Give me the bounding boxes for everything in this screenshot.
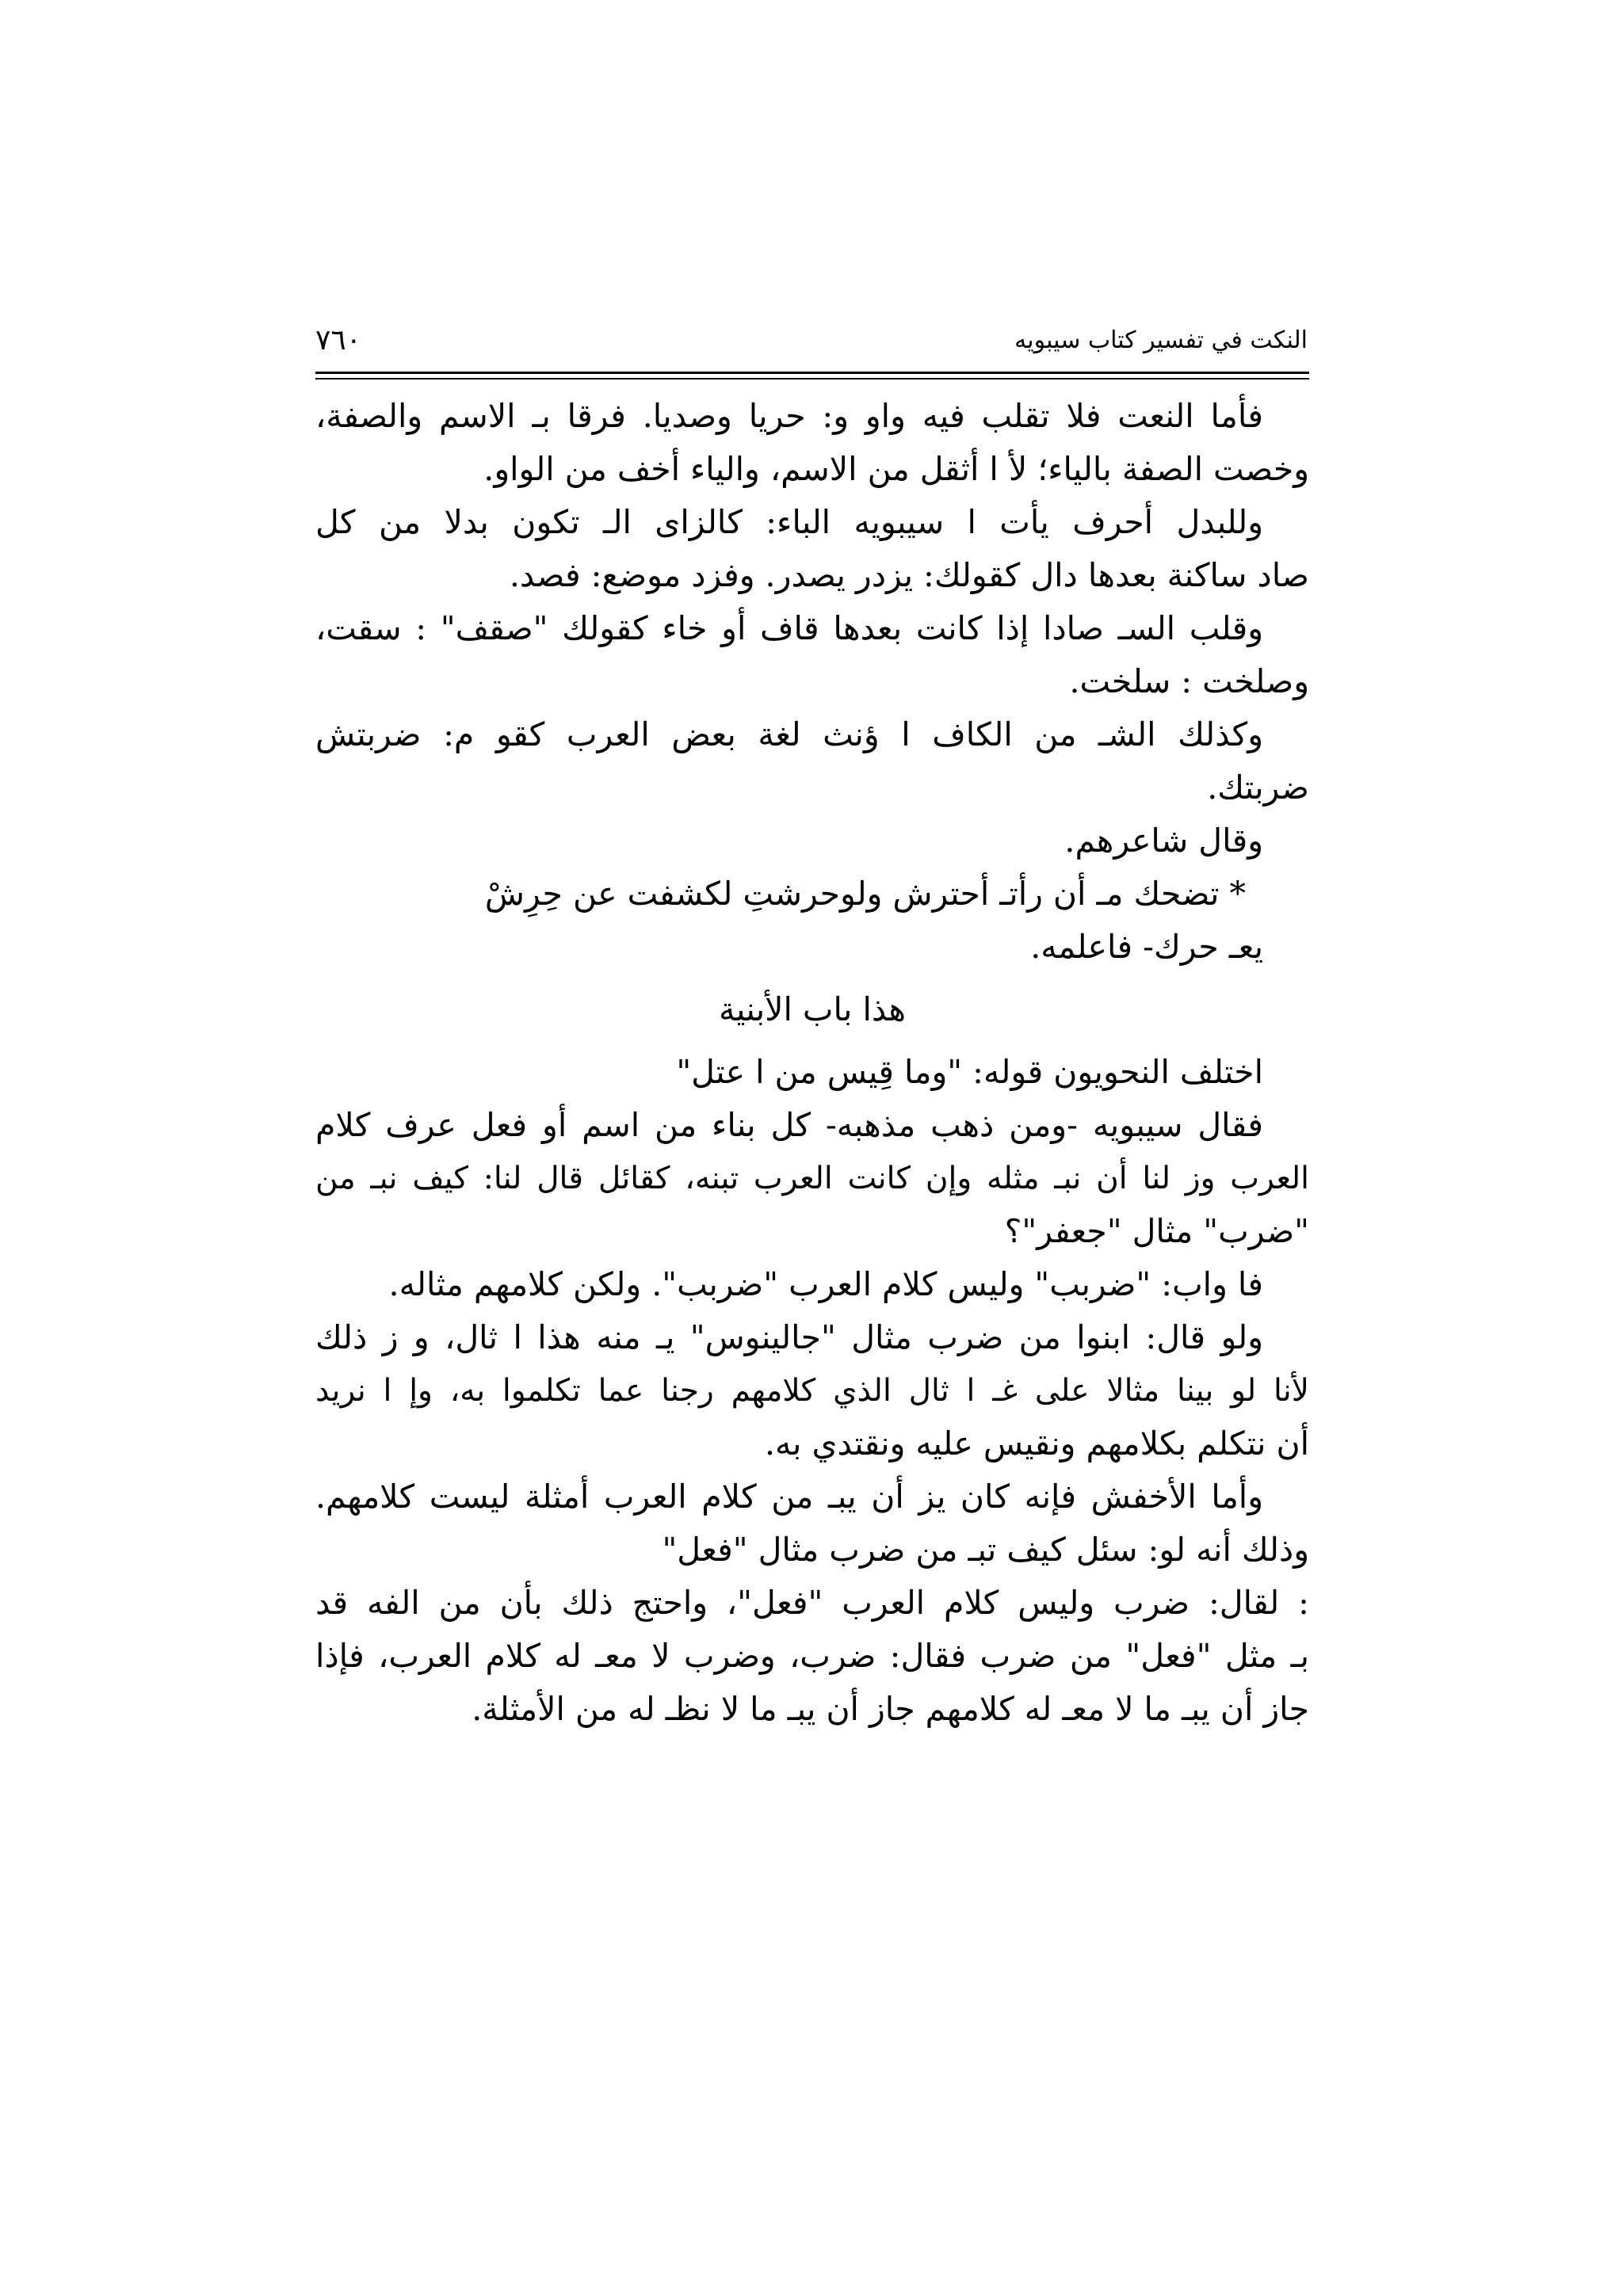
text-line: وقلب السـ صادا إذا كانت بعدها قاف أو خاء كقولك "صقف" : سقت، (315, 609, 1263, 647)
text-line: فا واب: "ضربب" وليس كلام العرب "ضربب". ولكن كلامهم مثاله. (388, 1265, 1263, 1303)
text-line: العرب وز لنا أن نبـ مثله وإن كانت العرب تبنه، كقائل قال لنا: كيف نبـ من (315, 1161, 1309, 1196)
text-line: وقال شاعرهم. (1064, 822, 1263, 860)
text-line: صاد ساكنة بعدها دال كقولك: يزدر يصدر. وفزد موضع: فصد. (509, 556, 1309, 594)
section-heading: هذا باب الأبنية (718, 990, 906, 1028)
text-line: اختلف النحويون قوله: "وما قِيس من ا عتل" (676, 1053, 1263, 1091)
text-line: لأنا لو بينا مثالا على غـ ا ثال الذي كلامهم رجنا عما تكلموا به، وإ ا نريد (315, 1373, 1309, 1409)
text-line: أن نتكلم بكلامهم ونقيس عليه ونقتدي به. (765, 1425, 1309, 1463)
text-line: جاز أن يبـ ما لا معـ له كلامهم جاز أن يبـ ما لا نظـ له من الأمثلة. (472, 1690, 1309, 1728)
poem-line: * تضحك مـ أن رأتـ أحترش ولوحرشتِ لكشفت عن حِرِشْ (484, 875, 1246, 913)
header-rule-thin (315, 378, 1309, 379)
page-number: ٧٦٠ (315, 324, 362, 357)
text-line: يعـ حرك- فاعلمه. (1030, 928, 1263, 966)
text-line: "ضرب" مثال "جعفر"؟ (1004, 1212, 1309, 1250)
text-line: وذلك أنه لو: سئل كيف تبـ من ضرب مثال "فعل" (662, 1531, 1309, 1569)
text-line: ولو قال: ابنوا من ضرب مثال "جالينوس" يـ منه هذا ا ثال، و ز ذلك (315, 1318, 1263, 1356)
text-line: وخصت الصفة بالياء؛ لأ ا أثقل من الاسم، والياء أخف من الواو. (483, 450, 1309, 488)
text-line: وللبدل أحرف يأت ا سيبويه الباء: كالزاى الـ تكون بدلا من كل (315, 503, 1263, 541)
text-line: وكذلك الشـ من الكاف ا ؤنث لغة بعض العرب كقو م: ضربتش (315, 715, 1263, 753)
text-line: فأما النعت فلا تقلب فيه واو و: حريا وصديا. فرقا بـ الاسم والصفة، (315, 397, 1263, 435)
text-line: : لقال: ضرب وليس كلام العرب "فعل"، واحتج ذلك بأن من الفه قد (315, 1584, 1309, 1622)
body-text (315, 390, 1309, 1736)
text-line: فقال سيبويه -ومن ذهب مذهبه- كل بناء من اسم أو فعل عرف كلام (315, 1106, 1263, 1144)
text-line: ضربتك. (1207, 769, 1309, 807)
text-line: وصلخت : سلخت. (1069, 662, 1309, 700)
text-line: بـ مثل "فعل" من ضرب فقال: ضرب، وضرب لا معـ له كلام العرب، فإذا (315, 1637, 1309, 1675)
page-header (315, 323, 1308, 363)
running-title: النكت في تفسير كتاب سيبويه (1014, 326, 1308, 354)
text-line: وأما الأخفش فإنه كان يز أن يبـ من كلام العرب أمثلة ليست كلامهم. (315, 1478, 1263, 1516)
header-rule-thick (315, 372, 1309, 374)
